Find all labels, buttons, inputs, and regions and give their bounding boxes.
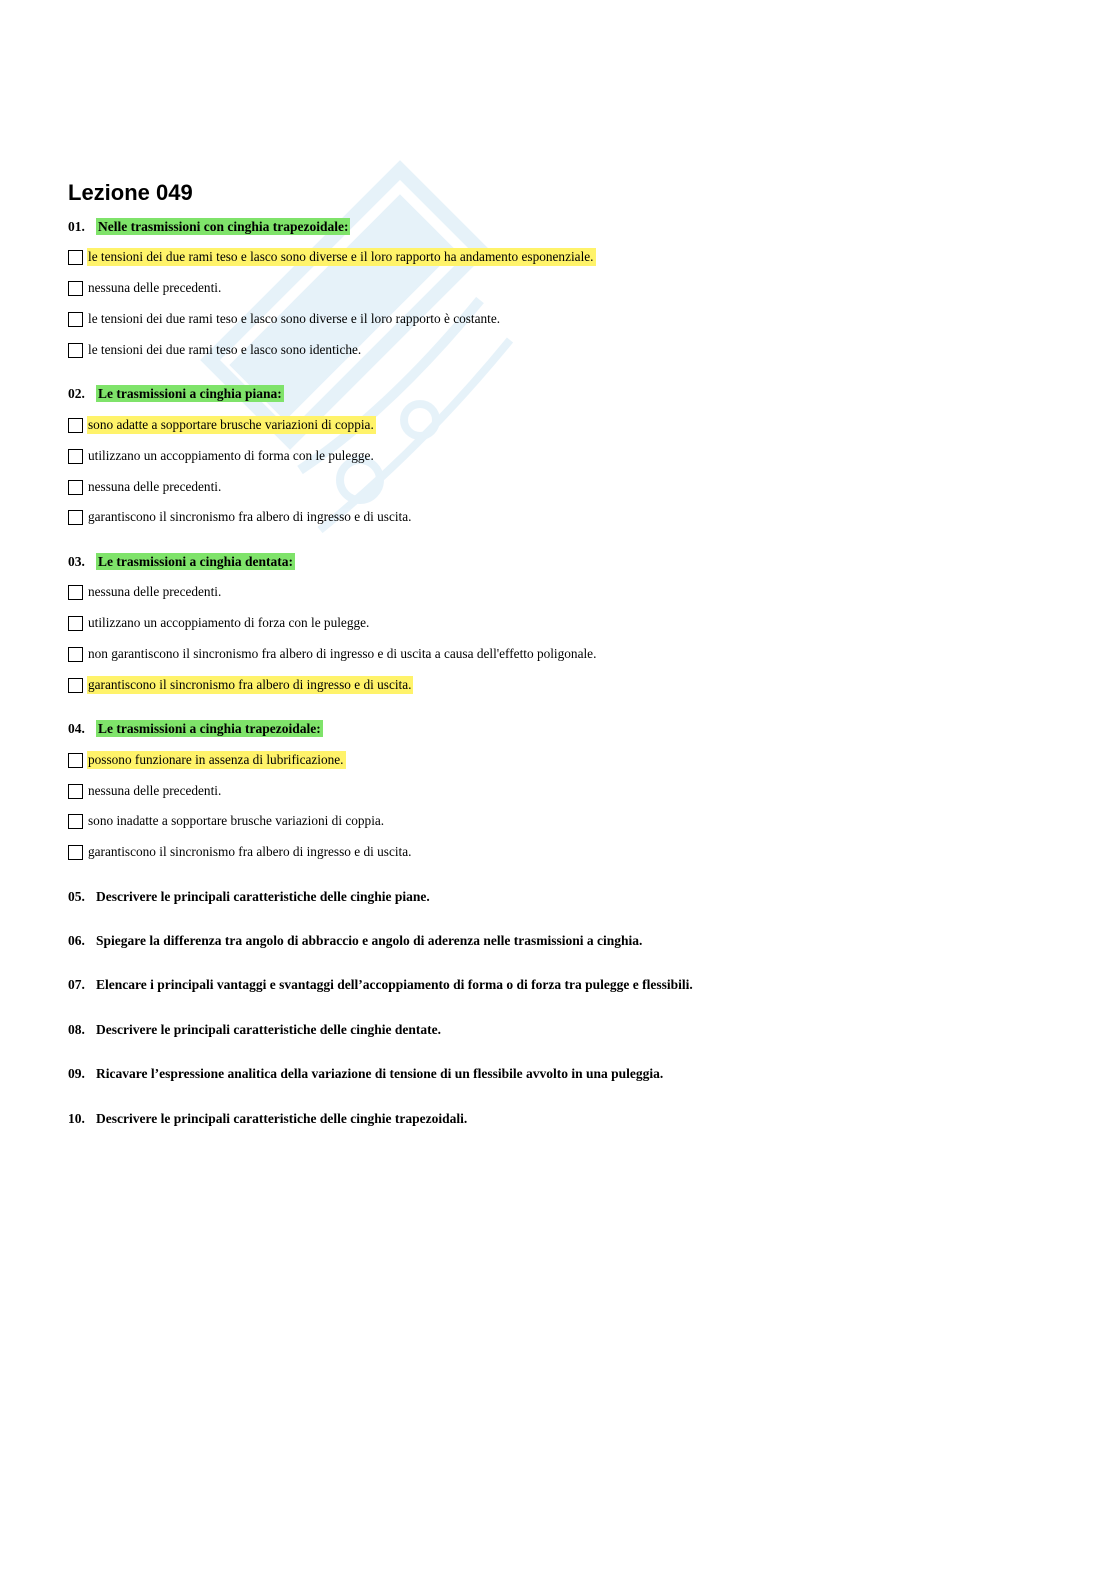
option-03-d[interactable]	[68, 676, 413, 694]
option-text: nessuna delle precedenti.	[88, 584, 222, 599]
option-text: nessuna delle precedenti.	[88, 280, 222, 295]
question-text: Descrivere le principali caratteristiche delle cinghie dentate.	[96, 1022, 442, 1037]
question-number: 06.	[68, 933, 85, 948]
option-01-a[interactable]	[68, 248, 596, 266]
checkbox[interactable]	[68, 418, 83, 433]
option-02-d[interactable]	[68, 508, 413, 526]
option-03-c[interactable]	[68, 645, 598, 663]
checkbox[interactable]	[68, 449, 83, 464]
question-03	[68, 554, 295, 570]
option-text: garantiscono il sincronismo fra albero di ingresso e di uscita.	[88, 677, 412, 692]
checkbox[interactable]	[68, 585, 83, 600]
question-text: Descrivere le principali caratteristiche delle cinghie piane.	[96, 889, 430, 904]
open-question-08	[68, 1022, 441, 1038]
option-text: nessuna delle precedenti.	[88, 479, 222, 494]
option-02-a[interactable]	[68, 416, 376, 434]
option-text: sono adatte a sopportare brusche variazioni di coppia.	[88, 417, 374, 432]
option-text: le tensioni dei due rami teso e lasco sono diverse e il loro rapporto ha andamento esponenziale.	[88, 249, 594, 264]
question-02	[68, 386, 284, 402]
question-text: Nelle trasmissioni con cinghia trapezoidale:	[98, 219, 349, 234]
question-number: 02.	[68, 386, 85, 401]
option-text: garantiscono il sincronismo fra albero di ingresso e di uscita.	[88, 844, 412, 859]
checkbox[interactable]	[68, 753, 83, 768]
checkbox[interactable]	[68, 784, 83, 799]
option-text: non garantiscono il sincronismo fra albero di ingresso e di uscita a causa dell'effetto poligonale.	[88, 646, 597, 661]
open-question-07	[68, 977, 693, 993]
option-text: garantiscono il sincronismo fra albero di ingresso e di uscita.	[88, 509, 412, 524]
option-01-d[interactable]	[68, 341, 363, 359]
checkbox[interactable]	[68, 814, 83, 829]
open-question-09	[68, 1066, 663, 1082]
question-text: Le trasmissioni a cinghia trapezoidale:	[98, 721, 321, 736]
open-question-05	[68, 889, 430, 905]
option-text: possono funzionare in assenza di lubrificazione.	[88, 752, 344, 767]
question-number: 08.	[68, 1022, 85, 1037]
question-number: 07.	[68, 977, 85, 992]
option-text: utilizzano un accoppiamento di forza con le pulegge.	[88, 615, 370, 630]
option-text: sono inadatte a sopportare brusche variazioni di coppia.	[88, 813, 385, 828]
option-02-b[interactable]	[68, 447, 376, 465]
question-text: Ricavare l’espressione analitica della variazione di tensione di un flessibile avvolto in una puleggia.	[96, 1066, 664, 1081]
option-03-b[interactable]	[68, 614, 371, 632]
question-text: Spiegare la differenza tra angolo di abbraccio e angolo di aderenza nelle trasmissioni a cinghia.	[96, 933, 643, 948]
checkbox[interactable]	[68, 647, 83, 662]
option-04-c[interactable]	[68, 812, 386, 830]
checkbox[interactable]	[68, 510, 83, 525]
question-number: 09.	[68, 1066, 85, 1081]
question-04	[68, 721, 323, 737]
checkbox[interactable]	[68, 281, 83, 296]
option-04-b[interactable]	[68, 782, 223, 800]
question-text: Descrivere le principali caratteristiche delle cinghie trapezoidali.	[96, 1111, 468, 1126]
open-question-10	[68, 1111, 467, 1127]
open-question-06	[68, 933, 642, 949]
option-04-a[interactable]	[68, 751, 346, 769]
checkbox[interactable]	[68, 678, 83, 693]
checkbox[interactable]	[68, 250, 83, 265]
question-text: Le trasmissioni a cinghia dentata:	[98, 554, 294, 569]
checkbox[interactable]	[68, 616, 83, 631]
page-title: Lezione 049	[68, 180, 193, 205]
option-text: le tensioni dei due rami teso e lasco sono identiche.	[88, 342, 362, 357]
checkbox[interactable]	[68, 845, 83, 860]
checkbox[interactable]	[68, 480, 83, 495]
option-text: le tensioni dei due rami teso e lasco sono diverse e il loro rapporto è costante.	[88, 311, 501, 326]
option-text: nessuna delle precedenti.	[88, 783, 222, 798]
question-text: Le trasmissioni a cinghia piana:	[98, 386, 282, 401]
option-02-c[interactable]	[68, 478, 223, 496]
question-01	[68, 219, 350, 235]
checkbox[interactable]	[68, 343, 83, 358]
question-number: 03.	[68, 554, 85, 569]
question-number: 10.	[68, 1111, 85, 1126]
option-04-d[interactable]	[68, 843, 413, 861]
option-03-a[interactable]	[68, 583, 223, 601]
option-01-b[interactable]	[68, 279, 223, 297]
question-text: Elencare i principali vantaggi e svantaggi dell’accoppiamento di forma o di forza tra pulegge e flessibili.	[96, 977, 693, 992]
checkbox[interactable]	[68, 312, 83, 327]
option-01-c[interactable]	[68, 310, 502, 328]
option-text: utilizzano un accoppiamento di forma con le pulegge.	[88, 448, 374, 463]
question-number: 01.	[68, 219, 85, 234]
question-number: 05.	[68, 889, 85, 904]
question-number: 04.	[68, 721, 85, 736]
